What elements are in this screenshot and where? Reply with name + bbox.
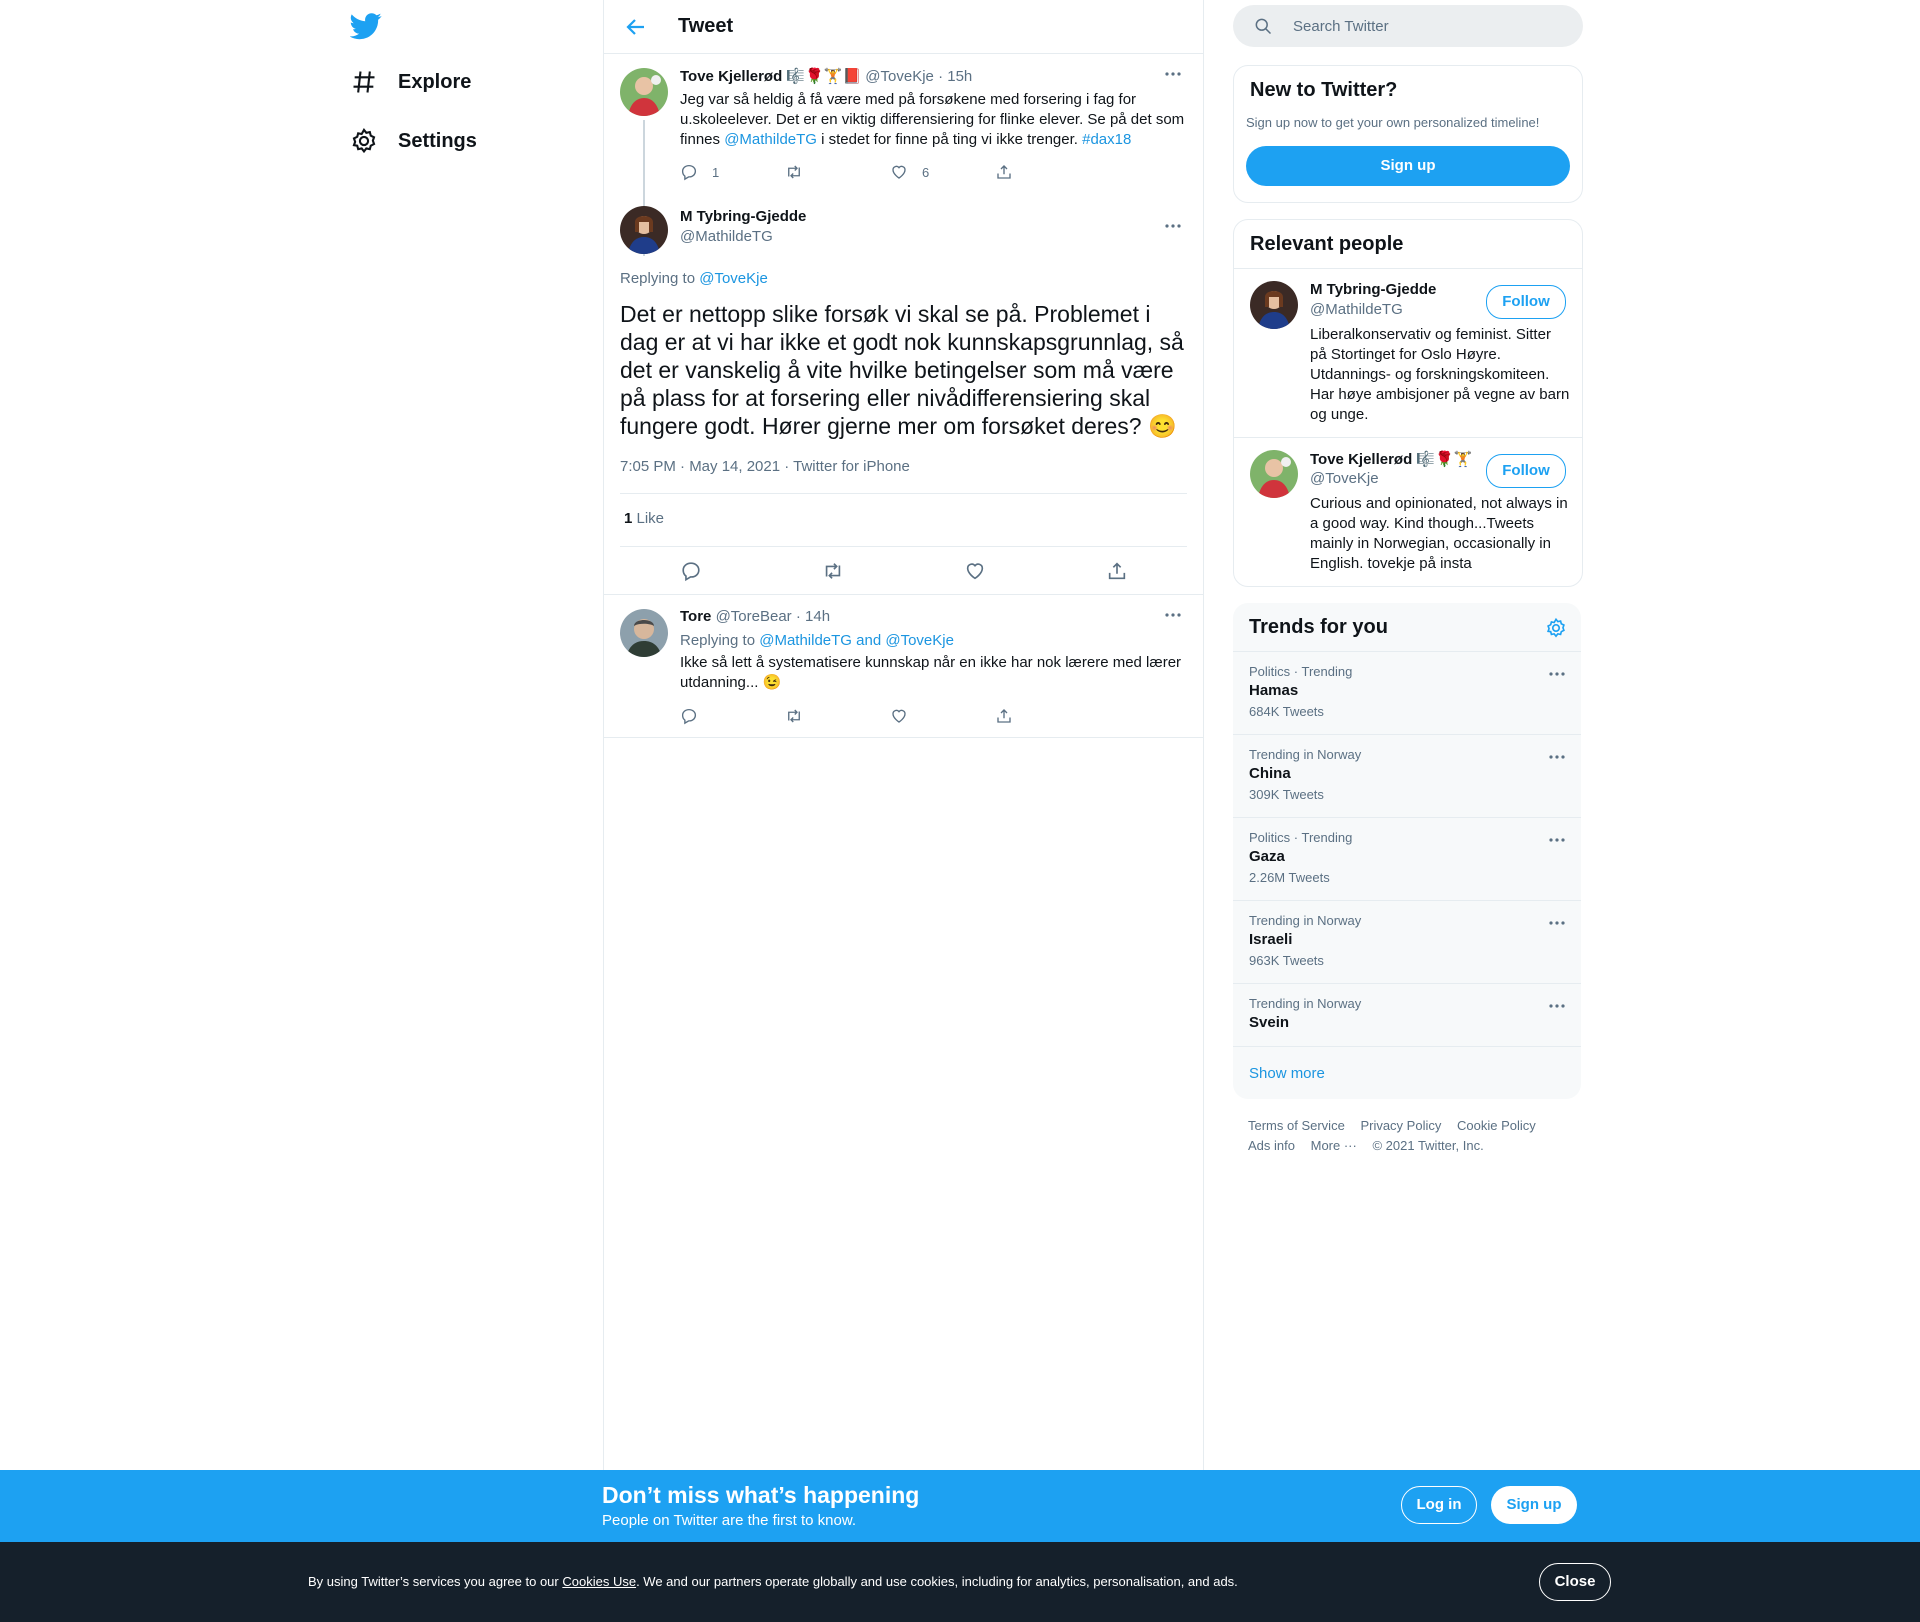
person-handle[interactable]: @ToveKje [1310, 470, 1379, 487]
tweet-actions [680, 162, 1100, 182]
avatar[interactable] [620, 206, 668, 254]
author-handle[interactable]: @ToreBear [715, 608, 792, 625]
banner-subtitle: People on Twitter are the first to know. [602, 1512, 857, 1529]
tweet-text: Det er nettopp slike forsøk vi skal se på. Problemet i dag er at vi har ikke et godt nok kunnskapsgrunnlag, så det er vanskelig å vite hvilke betingelser som må være på plass for at forsering eller nivådifferensiering skal fungere godt. Hører gjerne mer om forsøket deres? 😊 [620, 301, 1184, 439]
author-handle[interactable]: @MathildeTG [680, 228, 773, 245]
trend-count: 963K Tweets [1249, 953, 1324, 968]
tweet-time[interactable]: 14h [805, 608, 831, 625]
mention-link[interactable]: @MathildeTG [724, 131, 817, 148]
nav-settings-label: Settings [398, 129, 477, 152]
more-options-icon[interactable] [1547, 747, 1567, 767]
person-name[interactable]: M Tybring-Gjedde [1310, 281, 1437, 298]
retweet-icon[interactable] [822, 560, 844, 582]
cookie-text-part: . We and our partners operate globally and use cookies, including for analytics, personalisation, and ads. [636, 1574, 1238, 1589]
more-options-icon[interactable] [1547, 664, 1567, 684]
heart-icon [890, 163, 908, 181]
author-handle[interactable]: @ToveKje [865, 68, 934, 85]
banner-title: Don’t miss what’s happening [602, 1482, 920, 1508]
trend-context: Politics · Trending [1249, 830, 1353, 845]
cookie-text [308, 1574, 1238, 1589]
trend-item[interactable] [1233, 983, 1581, 1047]
parent-tweet[interactable] [604, 54, 1203, 204]
hashtag-link[interactable]: #dax18 [1082, 131, 1132, 148]
replying-to [680, 632, 954, 649]
cookie-bar [0, 1542, 1920, 1622]
likes-summary[interactable] [624, 510, 664, 527]
like-count: 6 [922, 164, 930, 180]
follow-button[interactable]: Follow [1486, 454, 1566, 488]
page-title: Tweet [678, 15, 734, 37]
replying-to [620, 270, 768, 287]
trend-name: Svein [1249, 1014, 1290, 1031]
more-options-icon[interactable] [1163, 216, 1183, 236]
like-label: Like [632, 510, 665, 527]
avatar[interactable] [1250, 450, 1298, 498]
sign-up-button[interactable]: Sign up [1491, 1486, 1577, 1524]
new-to-twitter-card [1233, 65, 1583, 203]
person-handle[interactable]: @MathildeTG [1310, 301, 1403, 318]
and-text: and [851, 632, 886, 649]
trend-name: Israeli [1249, 931, 1293, 948]
copyright: © 2021 Twitter, Inc. [1372, 1138, 1484, 1153]
person-item[interactable] [1234, 269, 1582, 437]
share-icon[interactable] [1106, 560, 1128, 582]
ads-info-link[interactable]: Ads info [1248, 1138, 1295, 1153]
card-title: New to Twitter? [1250, 79, 1398, 101]
trend-context: Politics · Trending [1249, 664, 1353, 679]
card-title: Relevant people [1250, 233, 1404, 255]
cookie-policy-link[interactable]: Cookie Policy [1456, 1118, 1536, 1133]
back-arrow-icon[interactable] [624, 15, 648, 39]
more-options-icon[interactable] [1547, 996, 1567, 1016]
share-button[interactable] [995, 706, 1100, 726]
like-button[interactable] [890, 162, 995, 182]
author-name[interactable]: M Tybring-Gjedde [680, 208, 807, 225]
avatar[interactable] [1250, 281, 1298, 329]
gear-icon [350, 127, 378, 155]
mention-link[interactable]: @ToveKje [699, 270, 768, 287]
cookies-use-link[interactable]: Cookies Use [562, 1574, 637, 1589]
page-header [604, 0, 1203, 54]
trend-name: Gaza [1249, 848, 1285, 865]
trend-count: 684K Tweets [1249, 704, 1324, 719]
close-button[interactable]: Close [1539, 1563, 1611, 1601]
signup-banner [0, 1470, 1920, 1542]
reply-tweet[interactable] [604, 595, 1203, 738]
mention-link[interactable]: @MathildeTG [759, 632, 852, 649]
like-count: 1 [624, 510, 633, 527]
card-title: Trends for you [1249, 616, 1388, 638]
retweet-icon [785, 707, 803, 725]
gear-icon[interactable] [1545, 617, 1567, 639]
person-item[interactable] [1234, 438, 1582, 586]
reply-count: 1 [712, 164, 720, 180]
replying-label: Replying to [680, 632, 760, 649]
log-in-button[interactable]: Log in [1401, 1486, 1477, 1524]
trend-count: 2.26M Tweets [1249, 870, 1330, 885]
reply-icon[interactable] [680, 560, 702, 582]
divider [620, 546, 1187, 547]
follow-button[interactable]: Follow [1486, 285, 1566, 319]
nav-settings[interactable] [350, 115, 477, 167]
nav-explore[interactable] [350, 56, 471, 108]
separator: · [795, 608, 806, 625]
show-more-link[interactable]: Show more [1249, 1065, 1325, 1082]
author-name[interactable]: Tove Kjellerød 🎼🌹🏋️📕 [680, 68, 862, 85]
trend-count: 309K Tweets [1249, 787, 1324, 802]
trend-name: China [1249, 765, 1291, 782]
author-name[interactable]: Tore [680, 608, 712, 625]
tweet-timestamp[interactable]: 7:05 PM · May 14, 2021 · Twitter for iPhone [620, 458, 910, 475]
trend-context: Trending in Norway [1249, 913, 1362, 928]
tweet-actions [680, 706, 1100, 726]
trend-item[interactable] [1233, 651, 1581, 735]
person-bio: Liberalkonservativ og feminist. Sitter på Stortinget for Oslo Høyre. Utdannings- og forskningskomiteen. Har høye ambisjoner på vegne av barn og unge. [1310, 326, 1570, 423]
trend-name: Hamas [1249, 682, 1299, 699]
retweet-icon [785, 163, 803, 181]
relevant-people-card [1233, 219, 1583, 587]
more-link[interactable]: More ··· [1310, 1138, 1357, 1153]
tweet-text: Ikke så lett å systematisere kunnskap når en ikke har nok lærere med lærer utdanning... 😉 [680, 654, 1182, 691]
cookie-text-part: By using Twitter’s services you agree to our [308, 1574, 563, 1589]
divider [620, 493, 1187, 494]
trend-context: Trending in Norway [1249, 747, 1362, 762]
trend-context: Trending in Norway [1249, 996, 1362, 1011]
mention-link[interactable]: @ToveKje [885, 632, 954, 649]
like-button[interactable] [890, 706, 995, 726]
heart-icon[interactable] [964, 560, 986, 582]
trends-card [1233, 603, 1581, 1099]
share-button[interactable] [995, 162, 1100, 182]
replying-label: Replying to [620, 270, 700, 287]
share-icon [995, 163, 1013, 181]
tweet-time[interactable]: 15h [947, 68, 973, 85]
avatar[interactable] [620, 68, 668, 116]
avatar[interactable] [620, 609, 668, 657]
privacy-link[interactable]: Privacy Policy [1360, 1118, 1442, 1133]
reply-button[interactable] [680, 706, 785, 726]
tweet-text-part: i stedet for finne på ting vi ikke trenger. [816, 131, 1083, 148]
tweet-text [680, 90, 1190, 150]
heart-icon [890, 707, 908, 725]
hashtag-icon [350, 68, 378, 96]
main-column [603, 0, 1204, 1470]
more-options-icon[interactable] [1163, 605, 1183, 625]
reply-icon [680, 707, 698, 725]
footer-links [1248, 1116, 1578, 1156]
tweet-text-part: Jeg var så heldig å få være med på forsøkene med forsering i fag for u.skoleelever. Det er en viktig differensiering for flinke elever. Se på det som finnes [680, 91, 1185, 148]
nav-explore-label: Explore [398, 70, 472, 93]
trend-item[interactable] [1233, 900, 1581, 984]
focused-tweet [604, 204, 1203, 595]
more-options-icon[interactable] [1163, 64, 1183, 84]
trend-item[interactable] [1233, 817, 1581, 901]
more-options-icon[interactable] [1547, 913, 1567, 933]
reply-icon [680, 163, 698, 181]
card-subtitle: Sign up now to get your own personalized timeline! [1246, 115, 1540, 130]
reply-button[interactable] [680, 162, 785, 182]
more-options-icon[interactable] [1547, 830, 1567, 850]
search-icon [1253, 16, 1273, 36]
tweet-actions [620, 560, 1188, 582]
share-icon [995, 707, 1013, 725]
person-bio: Curious and opinionated, not always in a good way. Kind though...Tweets mainly in Norwegian, occasionally in English. tovekje på insta [1310, 495, 1568, 572]
retweet-button[interactable] [785, 162, 890, 182]
person-name[interactable]: Tove Kjellerød 🎼🌹🏋️ [1310, 451, 1473, 468]
search-input[interactable] [1291, 17, 1555, 36]
sign-up-button[interactable]: Sign up [1246, 146, 1570, 186]
search-box[interactable] [1233, 5, 1583, 47]
trend-item[interactable] [1233, 734, 1581, 818]
twitter-logo-icon[interactable] [350, 10, 382, 42]
retweet-button[interactable] [785, 706, 890, 726]
separator: · [938, 68, 948, 85]
terms-link[interactable]: Terms of Service [1248, 1118, 1345, 1133]
